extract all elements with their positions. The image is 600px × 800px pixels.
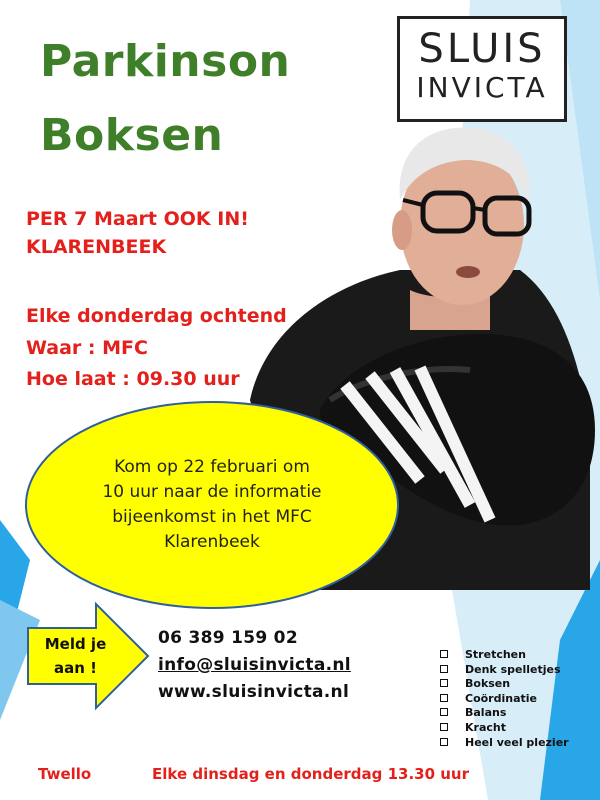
logo-line-1: SLUIS — [418, 26, 546, 72]
info-session-line-3: bijeenkomst in het MFC — [112, 507, 312, 527]
footer-location: Twello — [38, 765, 92, 783]
checkbox-icon — [440, 650, 448, 658]
list-item: Kracht — [440, 721, 569, 736]
checkbox-icon — [440, 723, 448, 731]
announcement-line-1: PER 7 Maart OOK IN! — [26, 208, 249, 230]
logo-line-2: INVICTA — [416, 71, 548, 104]
contact-website-link[interactable]: www.sluisinvicta.nl — [158, 682, 350, 702]
schedule-where: Waar : MFC — [26, 337, 148, 359]
info-session-line-2: 10 uur naar de informatie — [102, 482, 322, 502]
list-item: Denk spelletjes — [440, 663, 569, 678]
page-title-line-2: Boksen — [40, 110, 224, 161]
list-item: Balans — [440, 706, 569, 721]
list-item: Heel veel plezier — [440, 736, 569, 751]
list-item: Coördinatie — [440, 692, 569, 707]
activities-list — [440, 648, 569, 750]
schedule-time: Hoe laat : 09.30 uur — [26, 368, 240, 390]
checkbox-icon — [440, 738, 448, 746]
checkbox-icon — [440, 694, 448, 702]
signup-text — [38, 632, 113, 680]
schedule-day: Elke donderdag ochtend — [26, 305, 287, 327]
signup-line-1: Meld je — [44, 635, 107, 653]
announcement-line-2: KLARENBEEK — [26, 236, 167, 258]
info-session-line-4: Klarenbeek — [164, 532, 260, 552]
list-item: Boksen — [440, 677, 569, 692]
footer-times: Elke dinsdag en donderdag 13.30 uur — [152, 765, 470, 783]
list-item: Stretchen — [440, 648, 569, 663]
page-title-line-1: Parkinson — [40, 36, 291, 87]
contact-phone[interactable]: 06 389 159 02 — [158, 628, 298, 648]
checkbox-icon — [440, 679, 448, 687]
checkbox-icon — [440, 708, 448, 716]
checkbox-icon — [440, 665, 448, 673]
info-session-line-1: Kom op 22 februari om — [114, 457, 310, 477]
signup-line-2: aan ! — [54, 659, 97, 677]
contact-email-link[interactable]: info@sluisinvicta.nl — [158, 655, 351, 675]
